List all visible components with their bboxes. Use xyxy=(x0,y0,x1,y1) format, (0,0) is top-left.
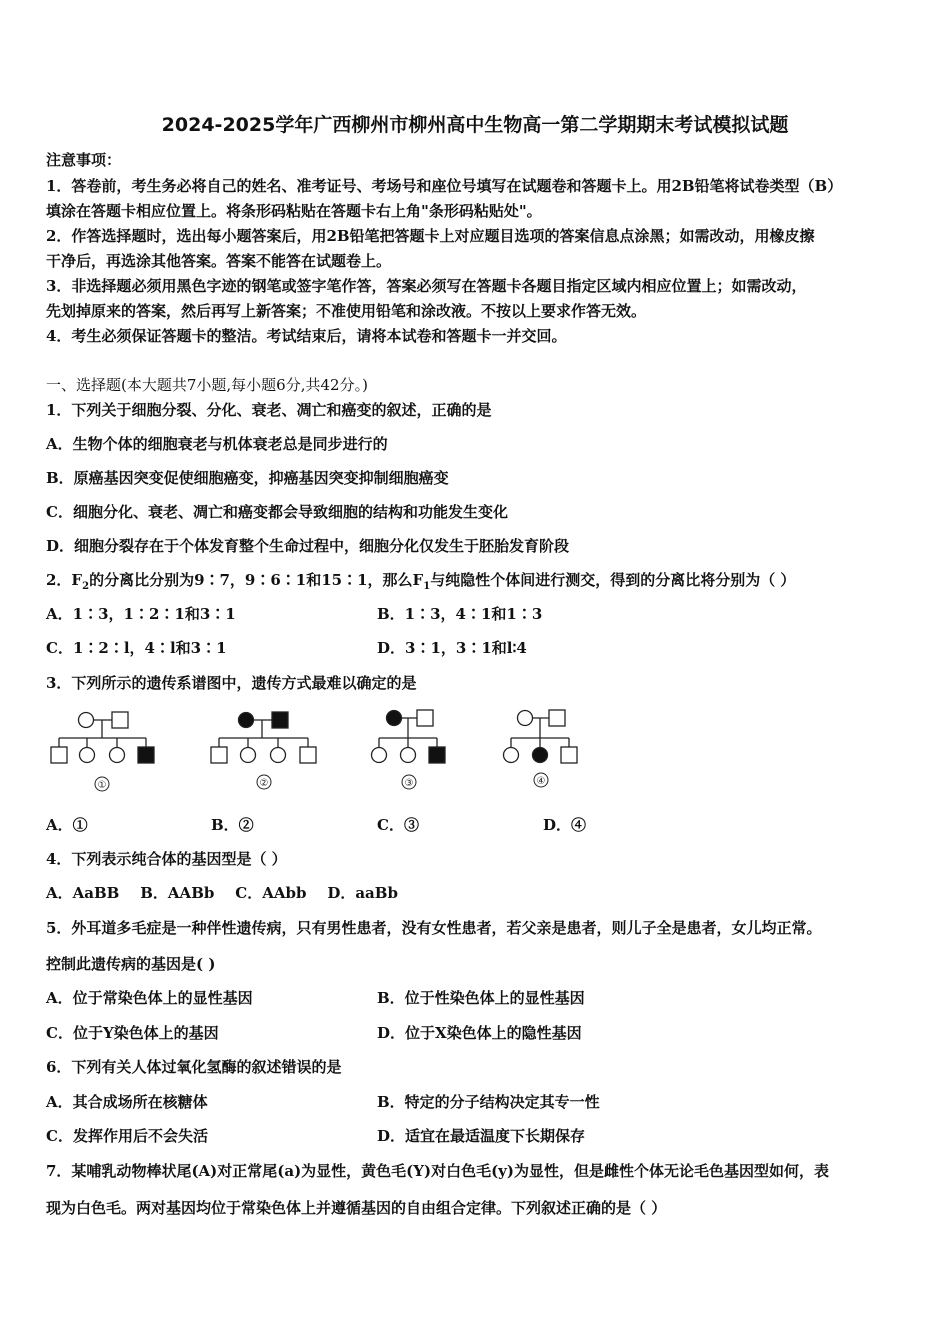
q2-stem xyxy=(46,570,795,597)
notice-line: 填涂在答题卡相应位置上。将条形码粘贴在答题卡右上角"条形码粘贴处"。 xyxy=(46,202,542,220)
q4-options[interactable]: A．AaBB B．AABb C．AAbb D．aaBb xyxy=(46,884,398,902)
normal-female-symbol xyxy=(110,748,125,763)
q7-stem: 7．某哺乳动物棒状尾(A)对正常尾(a)为显性，黄色毛(Y)对白色毛(y)为显性，但是雌性个体无论毛色基因型如何，表 xyxy=(46,1162,830,1180)
q6-option-b[interactable]: B．特定的分子结构决定其专一性 xyxy=(377,1093,600,1111)
q2-option-a[interactable]: A．1∶3，1∶2∶1和3∶1 xyxy=(46,605,236,623)
notice-heading: 注意事项： xyxy=(46,151,122,169)
affected-female-symbol xyxy=(387,711,402,726)
notice-line: 3．非选择题必须用黑色字迹的钢笔或签字笔作答，答案必须写在答题卡各题目指定区域内相应位置上；如需改动， xyxy=(46,277,807,295)
normal-female-symbol xyxy=(271,748,286,763)
q1-stem: 1．下列关于细胞分裂、分化、衰老、凋亡和癌变的叙述，正确的是 xyxy=(46,401,492,419)
pedigree-label-2: ② xyxy=(259,778,269,789)
q3-option-c[interactable]: C．③ xyxy=(377,816,419,834)
affected-female-symbol xyxy=(533,748,548,763)
q2-option-b[interactable]: B．1∶3，4∶1和1∶3 xyxy=(377,605,543,623)
affected-female-symbol xyxy=(239,713,254,728)
q5-stem: 5．外耳道多毛症是一种伴性遗传病，只有男性患者，没有女性患者，若父亲是患者，则儿子全是患者，女儿均正常。 xyxy=(46,919,822,937)
q2-option-c[interactable]: C．1∶2∶l，4∶l和3∶1 xyxy=(46,639,227,657)
normal-female-symbol xyxy=(518,711,533,726)
notice-line: 先划掉原来的答案，然后再写上新答案；不准使用铅笔和涂改液。不按以上要求作答无效。 xyxy=(46,302,647,320)
q3-stem: 3．下列所示的遗传系谱图中，遗传方式最难以确定的是 xyxy=(46,674,417,692)
affected-male-symbol xyxy=(429,747,445,763)
q6-stem: 6．下列有关人体过氧化氢酶的叙述错误的是 xyxy=(46,1058,342,1076)
q5-option-a[interactable]: A．位于常染色体上的显性基因 xyxy=(46,989,253,1007)
normal-male-symbol xyxy=(211,747,227,763)
q4-stem: 4．下列表示纯合体的基因型是（ ） xyxy=(46,850,287,868)
normal-female-symbol xyxy=(372,748,387,763)
q7-stem-cont: 现为白色毛。两对基因均位于常染色体上并遵循基因的自由组合定律。下列叙述正确的是（ ） xyxy=(46,1199,667,1217)
pedigree-figures xyxy=(40,700,600,800)
notice-line: 1．答卷前，考生务必将自己的姓名、准考证号、考场号和座位号填写在试题卷和答题卡上。用2B铅笔将试卷类型（B） xyxy=(46,177,843,195)
normal-male-symbol xyxy=(300,747,316,763)
affected-male-symbol xyxy=(272,712,288,728)
normal-male-symbol xyxy=(417,710,433,726)
q3-option-d[interactable]: D．④ xyxy=(543,816,587,834)
normal-male-symbol xyxy=(561,747,577,763)
q1-option-b[interactable]: B．原癌基因突变促使细胞癌变，抑癌基因突变抑制细胞癌变 xyxy=(46,469,449,487)
normal-male-symbol xyxy=(549,710,565,726)
q1-option-c[interactable]: C．细胞分化、衰老、凋亡和癌变都会导致细胞的结构和功能发生变化 xyxy=(46,503,508,521)
normal-female-symbol xyxy=(79,713,94,728)
normal-female-symbol xyxy=(504,748,519,763)
q2-stem-part: 2．F xyxy=(46,571,83,589)
normal-female-symbol xyxy=(401,748,416,763)
normal-female-symbol xyxy=(80,748,95,763)
affected-male-symbol xyxy=(138,747,154,763)
q6-option-c[interactable]: C．发挥作用后不会失活 xyxy=(46,1127,208,1145)
q3-option-a[interactable]: A．① xyxy=(46,816,88,834)
normal-female-symbol xyxy=(241,748,256,763)
page-title: 2024-2025学年广西柳州市柳州高中生物高一第二学期期末考试模拟试题 xyxy=(161,114,789,136)
normal-male-symbol xyxy=(51,747,67,763)
pedigree-label-1: ① xyxy=(97,780,107,791)
pedigree-label-4: ④ xyxy=(536,776,546,787)
pedigree-label-3: ③ xyxy=(404,778,414,789)
q5-stem-cont: 控制此遗传病的基因是( ) xyxy=(46,955,216,973)
q5-option-d[interactable]: D．位于X染色体上的隐性基因 xyxy=(377,1024,582,1042)
notice-line: 4．考生必须保证答题卡的整洁。考试结束后，请将本试卷和答题卡一并交回。 xyxy=(46,327,567,345)
section-heading: 一、选择题(本大题共7小题,每小题6分,共42分。) xyxy=(46,376,368,394)
q2-stem-part: 的分离比分别为9∶7，9∶6∶1和15∶1，那么F xyxy=(89,571,424,589)
q6-option-a[interactable]: A．其合成场所在核糖体 xyxy=(46,1093,208,1111)
q3-option-b[interactable]: B．② xyxy=(211,816,254,834)
q2-subscript: 2 xyxy=(82,581,90,592)
notice-line: 2．作答选择题时，选出每小题答案后，用2B铅笔把答题卡上对应题目选项的答案信息点涂黑；如需改动，用橡皮擦 xyxy=(46,227,815,245)
q5-option-b[interactable]: B．位于性染色体上的显性基因 xyxy=(377,989,585,1007)
q1-option-a[interactable]: A．生物个体的细胞衰老与机体衰老总是同步进行的 xyxy=(46,435,388,453)
q1-option-d[interactable]: D．细胞分裂存在于个体发育整个生命过程中，细胞分化仅发生于胚胎发育阶段 xyxy=(46,537,570,555)
q2-option-d[interactable]: D．3∶1，3∶1和l∶4 xyxy=(377,639,527,657)
q5-option-c[interactable]: C．位于Y染色体上的基因 xyxy=(46,1024,219,1042)
q2-stem-part: 与纯隐性个体间进行测交，得到的分离比将分别为（ ） xyxy=(430,571,796,589)
q6-option-d[interactable]: D．适宜在最适温度下长期保存 xyxy=(377,1127,586,1145)
notice-line: 干净后，再选涂其他答案。答案不能答在试题卷上。 xyxy=(46,252,392,270)
q2-subscript: 1 xyxy=(423,581,431,592)
normal-male-symbol xyxy=(112,712,128,728)
